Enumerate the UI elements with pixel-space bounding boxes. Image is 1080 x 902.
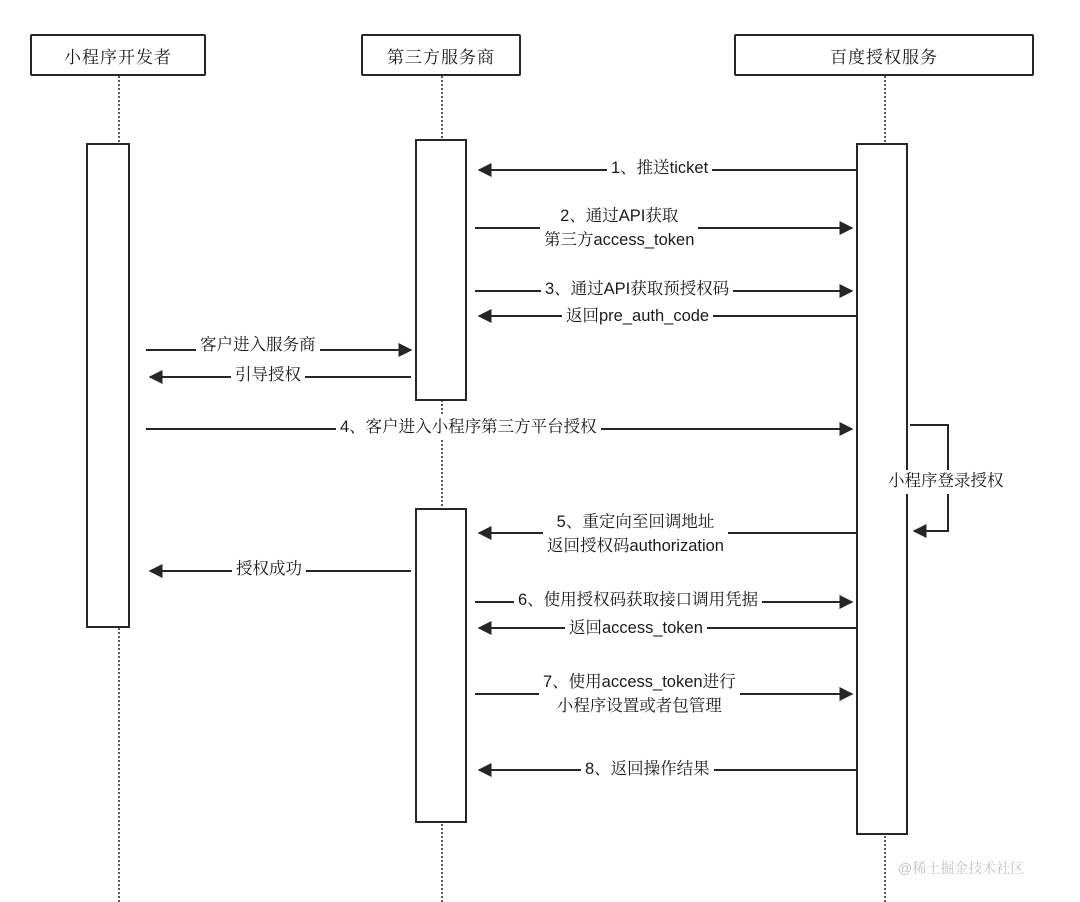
message-label-7-line-1: 4、客户进入小程序第三方平台授权 <box>340 418 597 436</box>
actor-provider-label: 第三方服务商 <box>387 47 495 67</box>
message-label-11-line-1: 6、使用授权码获取接口调用凭据 <box>518 591 759 609</box>
message-label-4 <box>562 305 713 329</box>
message-label-3 <box>541 278 733 302</box>
message-label-2-line-2: 第三方access_token <box>544 230 695 249</box>
message-label-14-line-1: 8、返回操作结果 <box>585 760 710 778</box>
message-label-5-line-1: 客户进入服务商 <box>200 336 316 354</box>
actor-developer-label: 小程序开发者 <box>64 47 172 67</box>
message-label-2 <box>540 205 698 253</box>
message-label-2-line-1: 2、通过API获取 <box>560 207 679 225</box>
message-label-3-line-1: 3、通过API获取预授权码 <box>545 280 730 298</box>
message-label-5 <box>196 334 320 358</box>
message-label-9-line-2: 返回授权码authorization <box>547 536 724 555</box>
message-label-7 <box>336 416 601 440</box>
message-label-10-line-1: 授权成功 <box>236 560 302 578</box>
message-label-10 <box>232 558 306 582</box>
message-label-13-line-2: 小程序设置或者包管理 <box>556 696 722 715</box>
message-label-11 <box>514 589 762 613</box>
message-label-1-line-1: 1、推送ticket <box>611 159 709 177</box>
message-label-12 <box>565 617 707 641</box>
actor-baidu-label: 百度授权服务 <box>830 47 938 67</box>
message-label-4-line-1: 返回pre_auth_code <box>566 307 710 325</box>
message-label-6 <box>231 364 305 388</box>
message-label-8-self <box>884 470 1008 494</box>
message-label-9-line-1: 5、重定向至回调地址 <box>556 513 715 531</box>
message-label-8-line-1: 小程序登录授权 <box>888 472 1004 490</box>
watermark: @稀土掘金技术社区 <box>898 860 1025 876</box>
message-label-13 <box>539 671 740 719</box>
message-label-14 <box>581 758 714 782</box>
message-label-9 <box>543 511 728 559</box>
message-label-1 <box>607 157 712 181</box>
message-label-12-line-1: 返回access_token <box>569 619 703 637</box>
message-label-6-line-1: 引导授权 <box>235 366 301 384</box>
message-label-13-line-1: 7、使用access_token进行 <box>543 673 736 691</box>
